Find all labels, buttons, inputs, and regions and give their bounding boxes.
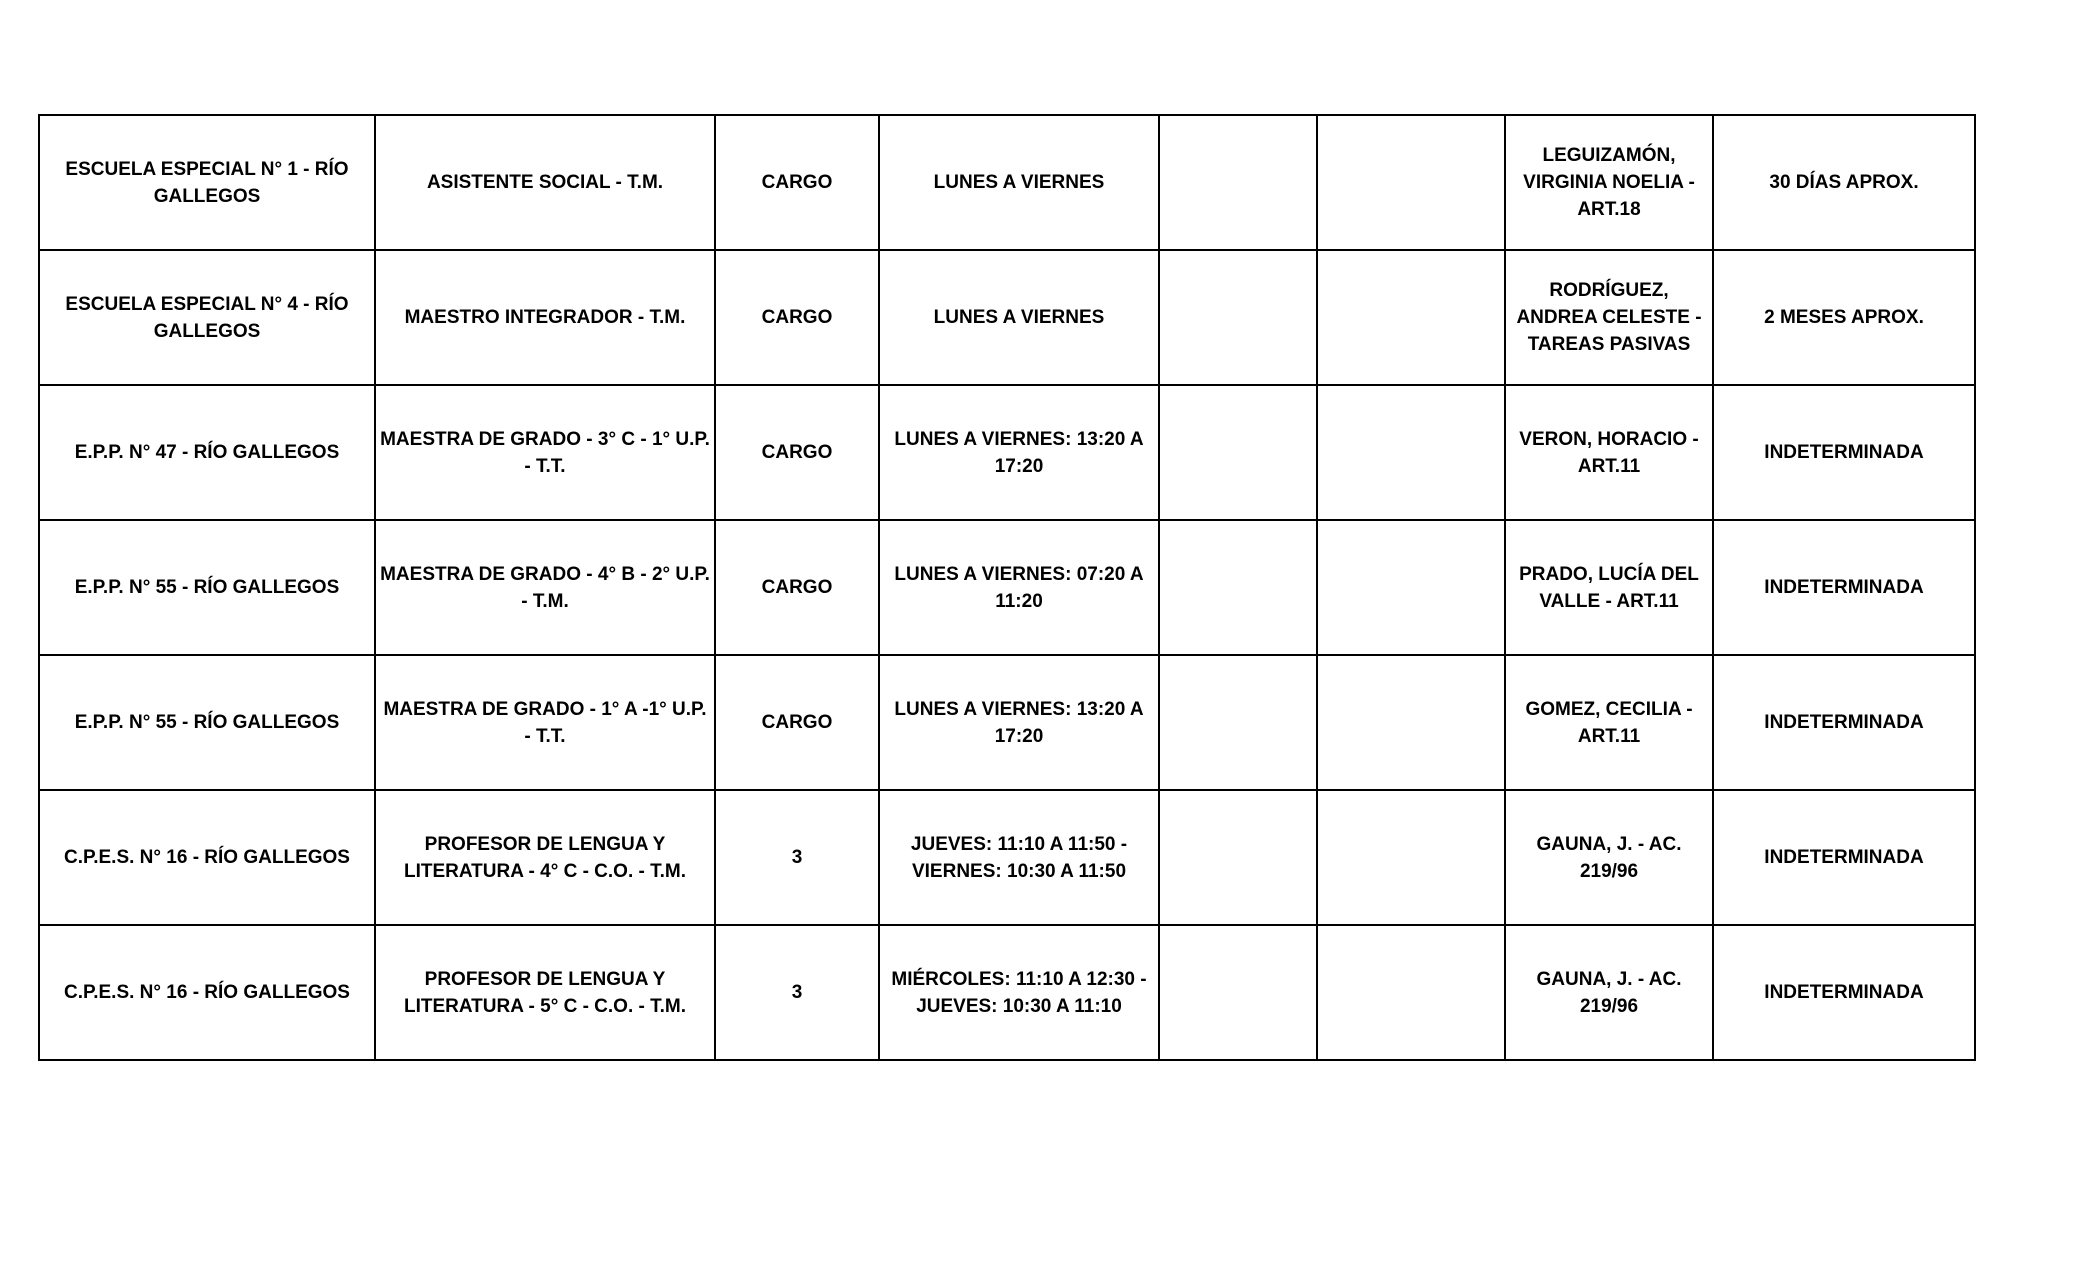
table-row bbox=[39, 115, 1975, 250]
holder-cell: GOMEZ, CECILIA - ART.11 bbox=[1505, 655, 1713, 790]
school-cell: E.P.P. N° 55 - RÍO GALLEGOS bbox=[39, 520, 375, 655]
duration-cell: 2 MESES APROX. bbox=[1713, 250, 1975, 385]
table-row bbox=[39, 925, 1975, 1060]
school-cell: ESCUELA ESPECIAL N° 4 - RÍO GALLEGOS bbox=[39, 250, 375, 385]
school-cell: E.P.P. N° 47 - RÍO GALLEGOS bbox=[39, 385, 375, 520]
vacancy-table bbox=[38, 114, 1976, 1061]
empty-cell bbox=[1317, 925, 1505, 1060]
table-row bbox=[39, 385, 1975, 520]
schedule-cell: LUNES A VIERNES: 13:20 A 17:20 bbox=[879, 385, 1159, 520]
duration-cell: INDETERMINADA bbox=[1713, 790, 1975, 925]
holder-cell: PRADO, LUCÍA DEL VALLE - ART.11 bbox=[1505, 520, 1713, 655]
duration-cell: INDETERMINADA bbox=[1713, 655, 1975, 790]
type-cell: CARGO bbox=[715, 250, 879, 385]
type-cell: CARGO bbox=[715, 385, 879, 520]
position-cell: MAESTRA DE GRADO - 3° C - 1° U.P. - T.T. bbox=[375, 385, 715, 520]
table-row bbox=[39, 790, 1975, 925]
empty-cell bbox=[1159, 925, 1317, 1060]
type-cell: 3 bbox=[715, 790, 879, 925]
holder-cell: VERON, HORACIO - ART.11 bbox=[1505, 385, 1713, 520]
school-cell: E.P.P. N° 55 - RÍO GALLEGOS bbox=[39, 655, 375, 790]
empty-cell bbox=[1317, 790, 1505, 925]
empty-cell bbox=[1159, 790, 1317, 925]
position-cell: MAESTRO INTEGRADOR - T.M. bbox=[375, 250, 715, 385]
duration-cell: INDETERMINADA bbox=[1713, 925, 1975, 1060]
position-cell: ASISTENTE SOCIAL - T.M. bbox=[375, 115, 715, 250]
holder-cell: GAUNA, J. - AC. 219/96 bbox=[1505, 790, 1713, 925]
type-cell: 3 bbox=[715, 925, 879, 1060]
school-cell: C.P.E.S. N° 16 - RÍO GALLEGOS bbox=[39, 790, 375, 925]
type-cell: CARGO bbox=[715, 115, 879, 250]
type-cell: CARGO bbox=[715, 655, 879, 790]
schedule-cell: LUNES A VIERNES: 13:20 A 17:20 bbox=[879, 655, 1159, 790]
table-row bbox=[39, 250, 1975, 385]
empty-cell bbox=[1317, 520, 1505, 655]
schedule-cell: LUNES A VIERNES: 07:20 A 11:20 bbox=[879, 520, 1159, 655]
duration-cell: 30 DÍAS APROX. bbox=[1713, 115, 1975, 250]
empty-cell bbox=[1317, 250, 1505, 385]
position-cell: PROFESOR DE LENGUA Y LITERATURA - 4° C - C.O. - T.M. bbox=[375, 790, 715, 925]
schedule-cell: JUEVES: 11:10 A 11:50 - VIERNES: 10:30 A 11:50 bbox=[879, 790, 1159, 925]
duration-cell: INDETERMINADA bbox=[1713, 385, 1975, 520]
position-cell: PROFESOR DE LENGUA Y LITERATURA - 5° C - C.O. - T.M. bbox=[375, 925, 715, 1060]
empty-cell bbox=[1159, 385, 1317, 520]
schedule-cell: LUNES A VIERNES bbox=[879, 115, 1159, 250]
empty-cell bbox=[1159, 115, 1317, 250]
schedule-cell: LUNES A VIERNES bbox=[879, 250, 1159, 385]
table-row bbox=[39, 520, 1975, 655]
holder-cell: RODRÍGUEZ, ANDREA CELESTE - TAREAS PASIVAS bbox=[1505, 250, 1713, 385]
empty-cell bbox=[1317, 655, 1505, 790]
holder-cell: GAUNA, J. - AC. 219/96 bbox=[1505, 925, 1713, 1060]
position-cell: MAESTRA DE GRADO - 4° B - 2° U.P. - T.M. bbox=[375, 520, 715, 655]
empty-cell bbox=[1159, 520, 1317, 655]
schedule-cell: MIÉRCOLES: 11:10 A 12:30 - JUEVES: 10:30 A 11:10 bbox=[879, 925, 1159, 1060]
empty-cell bbox=[1159, 655, 1317, 790]
school-cell: ESCUELA ESPECIAL N° 1 - RÍO GALLEGOS bbox=[39, 115, 375, 250]
empty-cell bbox=[1317, 115, 1505, 250]
position-cell: MAESTRA DE GRADO - 1° A -1° U.P. - T.T. bbox=[375, 655, 715, 790]
empty-cell bbox=[1159, 250, 1317, 385]
duration-cell: INDETERMINADA bbox=[1713, 520, 1975, 655]
holder-cell: LEGUIZAMÓN, VIRGINIA NOELIA - ART.18 bbox=[1505, 115, 1713, 250]
school-cell: C.P.E.S. N° 16 - RÍO GALLEGOS bbox=[39, 925, 375, 1060]
empty-cell bbox=[1317, 385, 1505, 520]
type-cell: CARGO bbox=[715, 520, 879, 655]
table-row bbox=[39, 655, 1975, 790]
